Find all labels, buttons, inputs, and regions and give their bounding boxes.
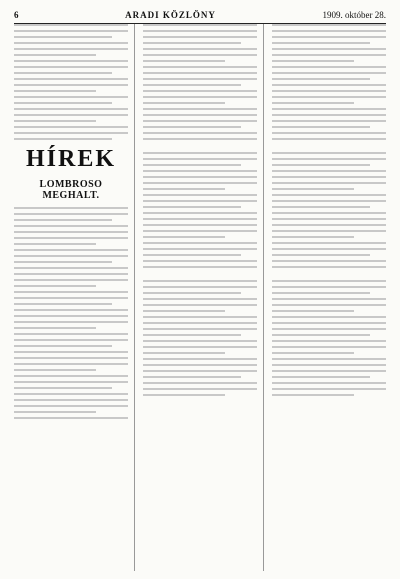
paragraph-placeholder — [143, 280, 257, 396]
column-3 — [272, 24, 386, 571]
paragraph-placeholder — [272, 152, 386, 268]
page-header — [14, 10, 386, 24]
page-number: 6 — [14, 10, 19, 20]
paragraph-placeholder — [143, 24, 257, 140]
column-2 — [143, 24, 264, 571]
text-columns — [14, 24, 386, 571]
news-subheading: LOMBROSO MEGHALT. — [39, 179, 103, 201]
paragraph-placeholder — [14, 207, 128, 419]
newspaper-title: ARADI KÖZLÖNY — [125, 10, 216, 20]
paragraph-placeholder — [14, 24, 128, 140]
paragraph-placeholder — [272, 280, 386, 396]
paragraph-placeholder — [143, 152, 257, 268]
paragraph-placeholder — [272, 24, 386, 140]
news-heading: HÍREK — [25, 146, 116, 172]
column-1 — [14, 24, 135, 571]
issue-date: 1909. október 28. — [322, 10, 386, 20]
